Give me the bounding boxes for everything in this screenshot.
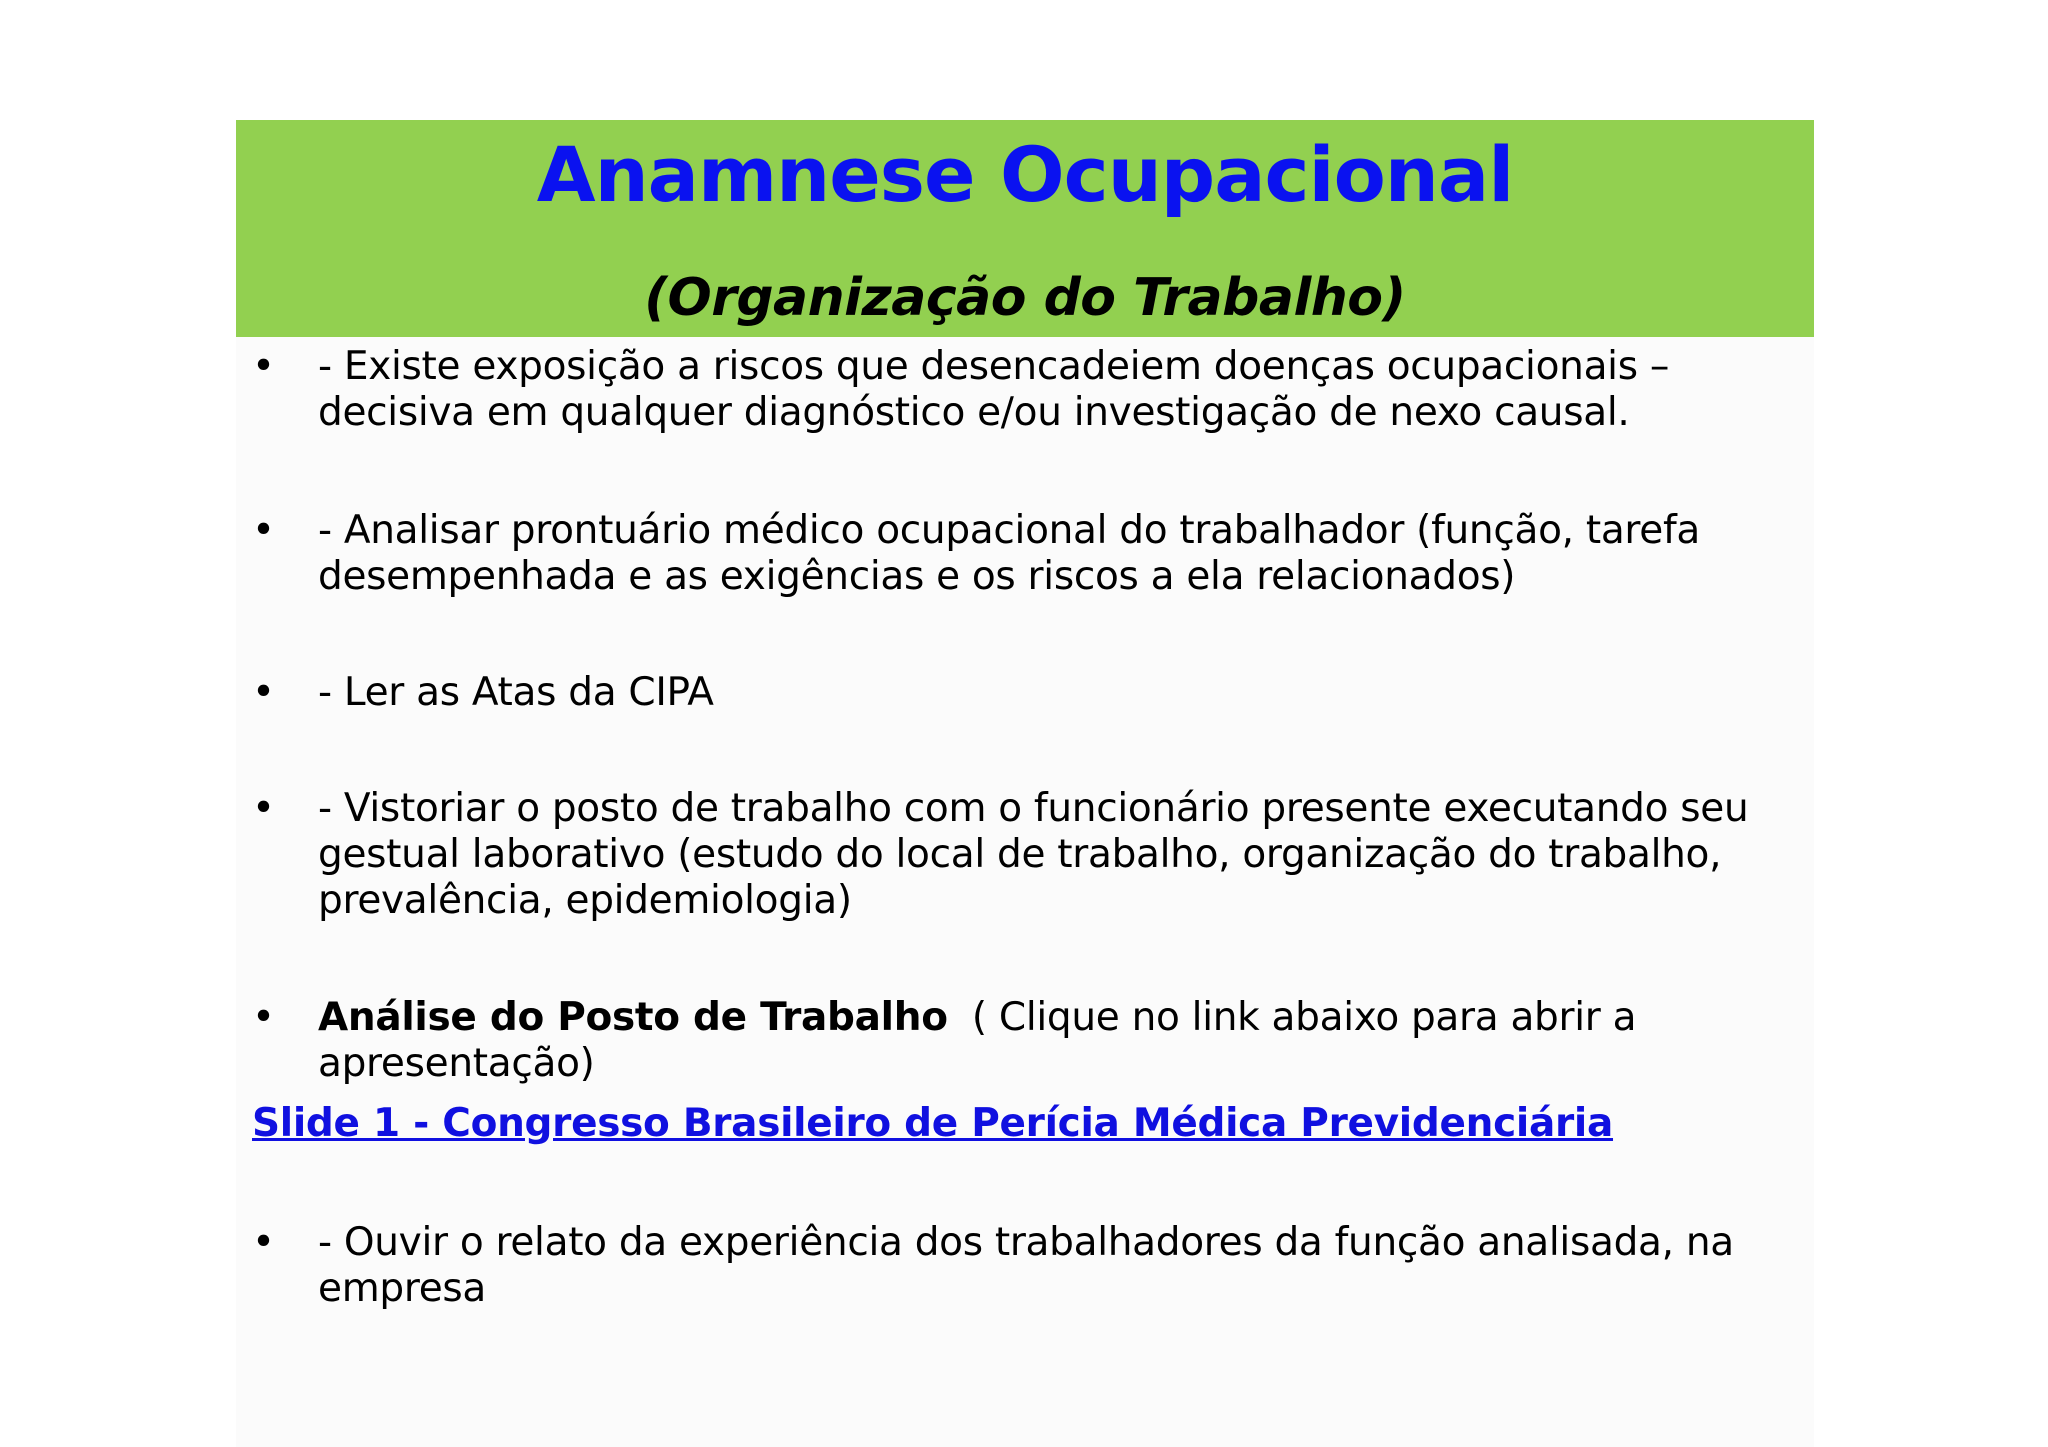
- bullet-text: [318, 995, 1818, 1087]
- bullet-line: gestual laborativo (estudo do local de trabalho, organização do trabalho,: [318, 832, 1722, 877]
- bullet-line: empresa: [318, 1266, 487, 1311]
- bullet-text: [318, 344, 1818, 436]
- bullet-text: [318, 1220, 1818, 1312]
- bullet-line-rest: ( Clique no link abaixo para abrir a: [971, 995, 1637, 1040]
- bullet-line: - Ler as Atas da CIPA: [318, 670, 714, 715]
- slide-subtitle: (Organização do Trabalho): [644, 268, 1406, 328]
- bullet-line: - Analisar prontuário médico ocupacional do trabalhador (função, tarefa: [318, 508, 1701, 553]
- slide-title: Anamnese Ocupacional: [536, 130, 1514, 219]
- bullet-marker: •: [252, 508, 275, 553]
- bullet-line: [318, 995, 1818, 1041]
- bullet-line: decisiva em qualquer diagnóstico e/ou investigação de nexo causal.: [318, 390, 1630, 435]
- bullet-marker: •: [252, 1220, 275, 1265]
- bullet-text: [318, 670, 1818, 716]
- bullet-line: - Ouvir o relato da experiência dos trabalhadores da função analisada, na: [318, 1220, 1734, 1265]
- bullet-marker: •: [252, 344, 275, 389]
- presentation-link[interactable]: Slide 1 - Congresso Brasileiro de Perícia Médica Previdenciária: [252, 1101, 1614, 1146]
- bullet-line: prevalência, epidemiologia): [318, 878, 852, 923]
- bullet-line: - Vistoriar o posto de trabalho com o funcionário presente executando seu: [318, 786, 1749, 831]
- bullet-text: [318, 786, 1818, 924]
- bullet-marker: •: [252, 786, 275, 831]
- bullet-line: - Existe exposição a riscos que desencadeiem doenças ocupacionais –: [318, 344, 1670, 389]
- bullet-line: desempenhada e as exigências e os riscos a ela relacionados): [318, 554, 1516, 599]
- bullet-marker: •: [252, 995, 275, 1040]
- bullet-bold-heading: Análise do Posto de Trabalho: [318, 995, 948, 1040]
- bullet-text: [318, 508, 1818, 600]
- bullet-marker: •: [252, 670, 275, 715]
- bullet-line: apresentação): [318, 1041, 595, 1086]
